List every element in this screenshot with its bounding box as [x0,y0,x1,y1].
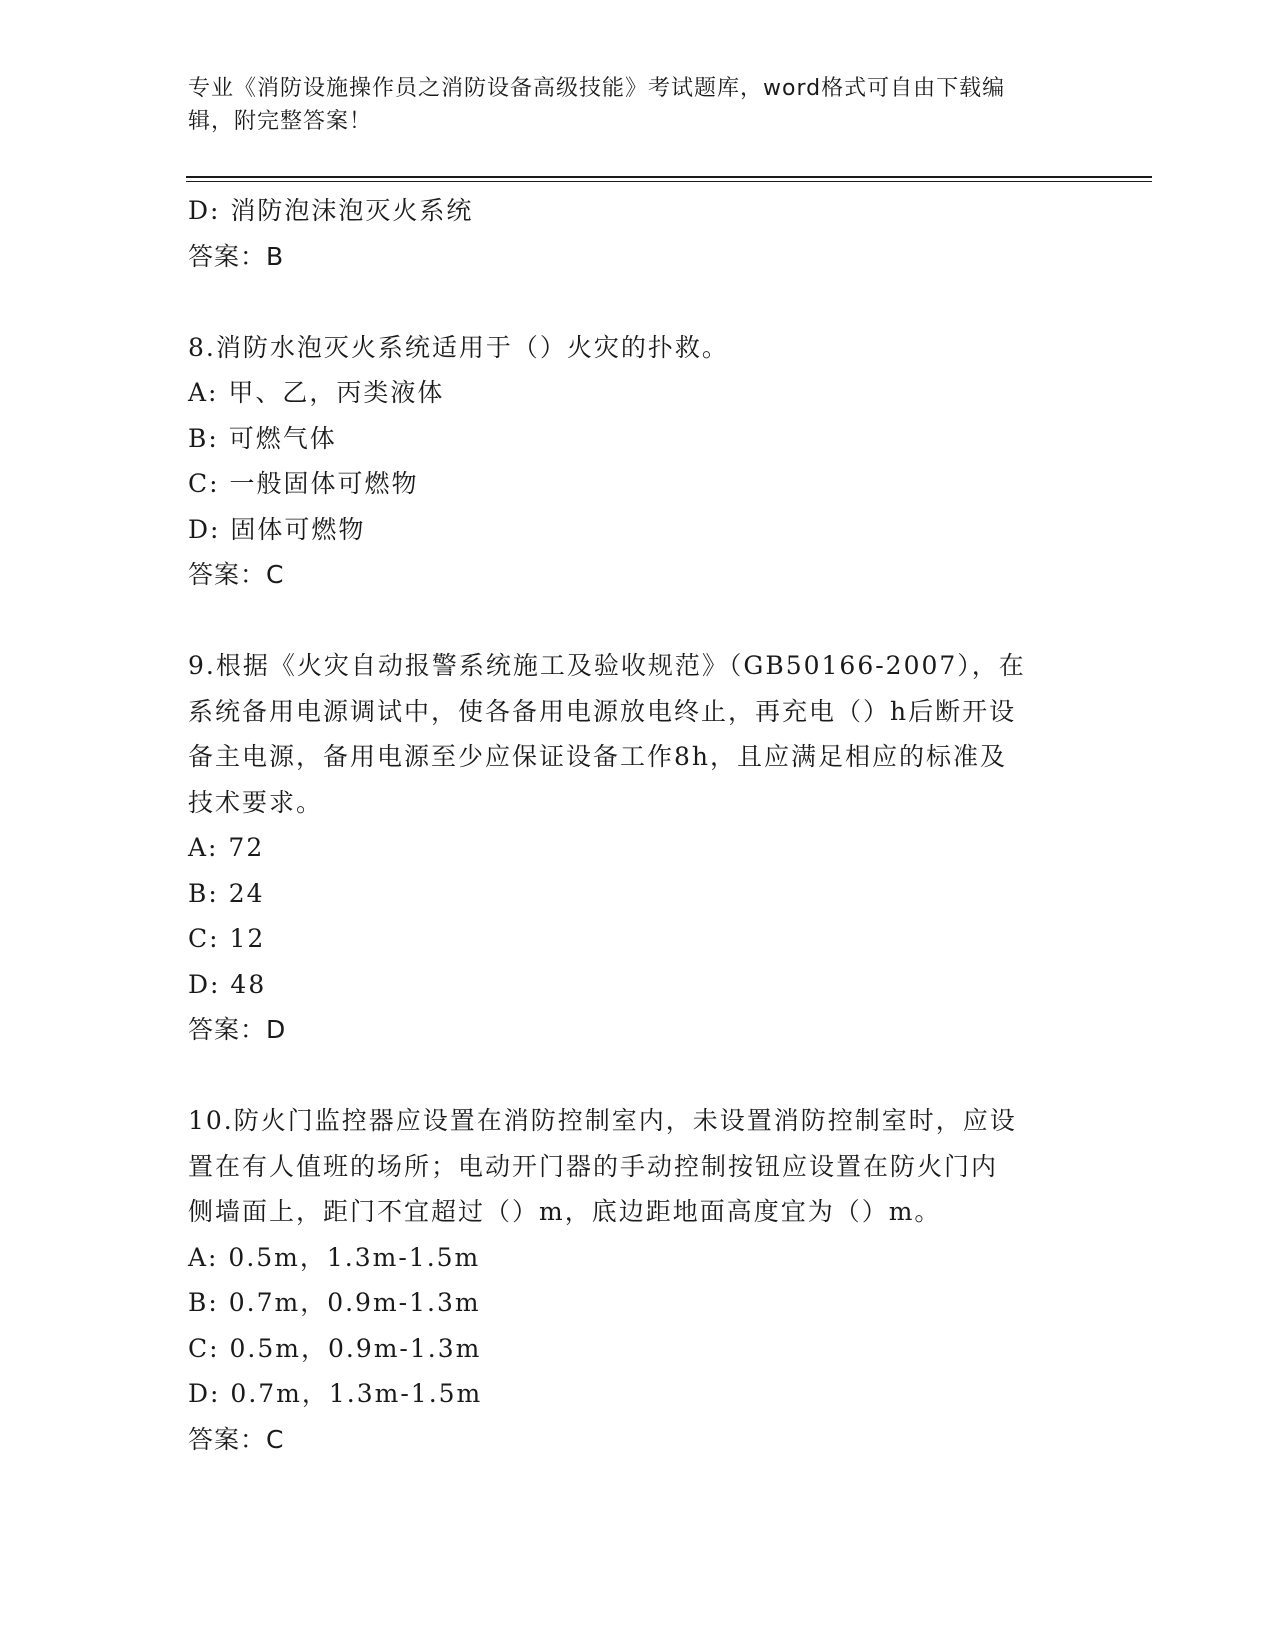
question-10-option-d: D: 0.7m，1.3m-1.5m [188,1379,483,1408]
question-10-option-a: A: 0.5m，1.3m-1.5m [188,1242,481,1272]
spacer [188,279,1088,325]
question-7-option-d: D: 消防泡沫泡灭火系统 [188,196,474,225]
spacer [188,1053,1088,1099]
header-divider-thin [186,181,1152,182]
question-10-answer: 答案：C [188,1424,285,1454]
question-8 [188,325,1088,598]
header-line-1: 专业《消防设施操作员之消防设备高级技能》考试题库，word格式可自由下载编 [188,76,1006,101]
question-9-answer: 答案：D [188,1015,287,1044]
spacer [188,598,1088,644]
question-9-option-d: D: 48 [188,969,267,999]
question-9-option-a: A: 72 [188,833,265,862]
question-10-option-c: C: 0.5m，0.9m-1.3m [188,1333,482,1363]
question-10 [188,1098,1088,1462]
question-9-option-b: B: 24 [188,878,265,908]
question-9-stem-line-4: 技术要求。 [188,787,324,817]
question-8-option-b: B: 可燃气体 [188,423,337,453]
question-8-answer: 答案：C [188,560,285,589]
question-10-stem-line-2: 置在有人值班的场所；电动开门器的手动控制按钮应设置在防火门内 [188,1151,999,1181]
question-8-option-c: C: 一般固体可燃物 [188,469,419,498]
question-content [188,188,1088,1462]
question-10-stem-line-3: 侧墙面上，距门不宜超过（）m，底边距地面高度宜为（）m。 [188,1197,942,1226]
page-header [188,72,1068,138]
question-8-option-a: A: 甲、乙，丙类液体 [188,378,445,407]
question-9-stem-line-1: 9.根据《火灾自动报警系统施工及验收规范》（GB50166-2007），在 [188,651,1026,680]
question-8-option-d: D: 固体可燃物 [188,514,366,544]
header-line-2: 辑，附完整答案！ [188,109,373,134]
question-10-option-b: B: 0.7m，0.9m-1.3m [188,1288,481,1317]
question-9 [188,643,1088,1053]
question-8-stem: 8.消防水泡灭火系统适用于（）火灾的扑救。 [188,332,729,362]
question-9-stem-line-3: 备主电源，备用电源至少应保证设备工作8h，且应满足相应的标准及 [188,742,1008,771]
question-9-option-c: C: 12 [188,924,266,953]
header-divider-thick [186,176,1152,178]
question-9-stem-line-2: 系统备用电源调试中，使各备用电源放电终止，再充电（）h后断开设 [188,696,1017,726]
question-10-stem-line-1: 10.防火门监控器应设置在消防控制室内，未设置消防控制室时，应设 [188,1106,1017,1135]
question-7-answer: 答案：B [188,241,285,271]
